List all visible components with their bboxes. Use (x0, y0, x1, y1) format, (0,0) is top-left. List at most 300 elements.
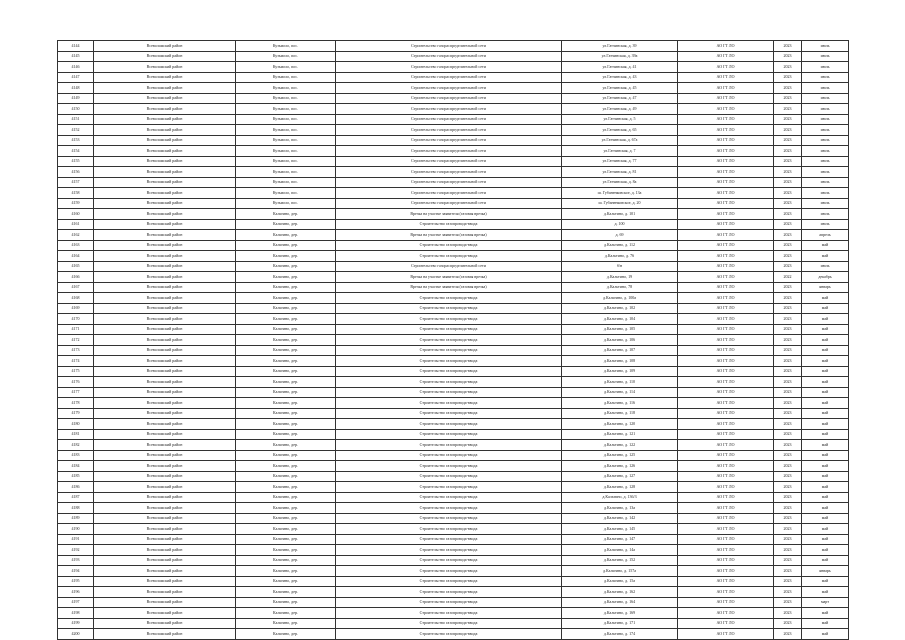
year-cell: 2023 (774, 198, 802, 209)
row-number-cell: 4189 (58, 513, 94, 524)
year-cell: 2023 (774, 629, 802, 640)
work-type-cell: Строительство газораспределительной сети (336, 188, 562, 199)
year-cell: 2023 (774, 282, 802, 293)
year-cell: 2023 (774, 555, 802, 566)
locality-cell: Кальтино, дер. (236, 503, 336, 514)
work-type-cell: Строительство газопровода-ввода (336, 587, 562, 598)
month-cell: июль (802, 135, 849, 146)
year-cell: 2023 (774, 513, 802, 524)
organization-cell: АО ГТ ЛО (678, 188, 774, 199)
locality-cell: Кальтино, дер. (236, 629, 336, 640)
work-type-cell: Строительство газопровода-ввода (336, 555, 562, 566)
district-cell: Всеволожский район (94, 293, 236, 304)
organization-cell: АО ГТ ЛО (678, 429, 774, 440)
year-cell: 2023 (774, 566, 802, 577)
address-cell: д.Кальтино, д. 174 (562, 629, 678, 640)
table-row (58, 618, 849, 629)
district-cell: Всеволожский район (94, 314, 236, 325)
month-cell: май (802, 293, 849, 304)
gas-works-table (57, 40, 849, 640)
year-cell: 2023 (774, 335, 802, 346)
table-row (58, 83, 849, 94)
locality-cell: Кузьмоло, пос. (236, 146, 336, 157)
locality-cell: Кальтино, дер. (236, 282, 336, 293)
month-cell: июль (802, 156, 849, 167)
work-type-cell: Строительство газопровода-ввода (336, 566, 562, 577)
month-cell: май (802, 408, 849, 419)
table-row (58, 177, 849, 188)
locality-cell: Кальтино, дер. (236, 398, 336, 409)
table-row (58, 482, 849, 493)
address-cell: ул.Гатчинская, д. 77 (562, 156, 678, 167)
work-type-cell: Строительство газораспределительной сети (336, 104, 562, 115)
locality-cell: Кальтино, дер. (236, 356, 336, 367)
month-cell: июль (802, 167, 849, 178)
table-row (58, 629, 849, 640)
organization-cell: АО ГТ ЛО (678, 293, 774, 304)
organization-cell: АО ГТ ЛО (678, 251, 774, 262)
row-number-cell: 4166 (58, 272, 94, 283)
address-cell: ул.Гатчинская, д. 49 (562, 104, 678, 115)
year-cell: 2023 (774, 62, 802, 73)
district-cell: Всеволожский район (94, 230, 236, 241)
row-number-cell: 4159 (58, 198, 94, 209)
work-type-cell: Строительство газопровода-ввода (336, 576, 562, 587)
table-row (58, 461, 849, 472)
year-cell: 2023 (774, 503, 802, 514)
address-cell: д. 69 (562, 230, 678, 241)
year-cell: 2023 (774, 492, 802, 503)
locality-cell: Кузьмоло, пос. (236, 62, 336, 73)
locality-cell: Кальтино, дер. (236, 387, 336, 398)
district-cell: Всеволожский район (94, 51, 236, 62)
district-cell: Всеволожский район (94, 219, 236, 230)
address-cell: д.Кальтино, д. 171 (562, 618, 678, 629)
table-row (58, 587, 849, 598)
work-type-cell: Строительство газораспределительной сети (336, 93, 562, 104)
organization-cell: АО ГТ ЛО (678, 555, 774, 566)
district-cell: Всеволожский район (94, 72, 236, 83)
table-row (58, 545, 849, 556)
row-number-cell: 4146 (58, 62, 94, 73)
month-cell: май (802, 482, 849, 493)
locality-cell: Кальтино, дер. (236, 293, 336, 304)
district-cell: Всеволожский район (94, 335, 236, 346)
district-cell: Всеволожский район (94, 272, 236, 283)
organization-cell: АО ГТ ЛО (678, 83, 774, 94)
organization-cell: АО ГТ ЛО (678, 503, 774, 514)
table-body (58, 41, 849, 640)
work-type-cell: Строительство газораспределительной сети (336, 41, 562, 52)
table-row (58, 314, 849, 325)
year-cell: 2023 (774, 576, 802, 587)
work-type-cell: Строительство газораспределительной сети (336, 156, 562, 167)
row-number-cell: 4157 (58, 177, 94, 188)
address-cell: д.Кальтино, д. 121 (562, 429, 678, 440)
table-row (58, 125, 849, 136)
row-number-cell: 4167 (58, 282, 94, 293)
organization-cell: АО ГТ ЛО (678, 156, 774, 167)
district-cell: Всеволожский район (94, 41, 236, 52)
address-cell: д.Кальтино, д. 110 (562, 377, 678, 388)
month-cell: май (802, 450, 849, 461)
organization-cell: АО ГТ ЛО (678, 104, 774, 115)
locality-cell: Кальтино, дер. (236, 219, 336, 230)
month-cell: май (802, 629, 849, 640)
year-cell: 2023 (774, 587, 802, 598)
month-cell: май (802, 251, 849, 262)
district-cell: Всеволожский район (94, 156, 236, 167)
address-cell: д.Кальтино, д. 15а (562, 576, 678, 587)
work-type-cell: Строительство газопровода-ввода (336, 513, 562, 524)
year-cell: 2023 (774, 188, 802, 199)
month-cell: май (802, 303, 849, 314)
work-type-cell: Строительство газопровода-ввода (336, 608, 562, 619)
organization-cell: АО ГТ ЛО (678, 177, 774, 188)
organization-cell: АО ГТ ЛО (678, 146, 774, 157)
address-cell: д.Кальтино, д. 104 (562, 314, 678, 325)
row-number-cell: 4198 (58, 608, 94, 619)
month-cell: июль (802, 41, 849, 52)
work-type-cell: Строительство газопровода-ввода (336, 240, 562, 251)
table-row (58, 492, 849, 503)
row-number-cell: 4168 (58, 293, 94, 304)
row-number-cell: 4164 (58, 251, 94, 262)
locality-cell: Кальтино, дер. (236, 440, 336, 451)
month-cell: июль (802, 261, 849, 272)
row-number-cell: 4145 (58, 51, 94, 62)
locality-cell: Кальтино, дер. (236, 482, 336, 493)
year-cell: 2023 (774, 429, 802, 440)
address-cell: д.Кальтино, д. 76 (562, 251, 678, 262)
year-cell: 2023 (774, 41, 802, 52)
work-type-cell: Строительство газораспределительной сети (336, 177, 562, 188)
work-type-cell: Строительство газопровода-ввода (336, 471, 562, 482)
row-number-cell: 4165 (58, 261, 94, 272)
organization-cell: АО ГТ ЛО (678, 93, 774, 104)
organization-cell: АО ГТ ЛО (678, 324, 774, 335)
row-number-cell: 4152 (58, 125, 94, 136)
organization-cell: АО ГТ ЛО (678, 566, 774, 577)
year-cell: 2023 (774, 219, 802, 230)
month-cell: май (802, 576, 849, 587)
month-cell: июль (802, 51, 849, 62)
year-cell: 2023 (774, 104, 802, 115)
table-row (58, 188, 849, 199)
row-number-cell: 4182 (58, 440, 94, 451)
address-cell: д.Кальтино, д. 106 (562, 335, 678, 346)
organization-cell: АО ГТ ЛО (678, 240, 774, 251)
table-row (58, 219, 849, 230)
table-row (58, 114, 849, 125)
year-cell: 2023 (774, 167, 802, 178)
year-cell: 2023 (774, 324, 802, 335)
organization-cell: АО ГТ ЛО (678, 618, 774, 629)
address-cell: д.Кальтино, д. 157а (562, 566, 678, 577)
address-cell: д.Кальтино, д. 127 (562, 471, 678, 482)
organization-cell: АО ГТ ЛО (678, 450, 774, 461)
work-type-cell: Строительство газопровода-ввода (336, 314, 562, 325)
table-row (58, 261, 849, 272)
district-cell: Всеволожский район (94, 188, 236, 199)
year-cell: 2023 (774, 534, 802, 545)
work-type-cell: Строительство газораспределительной сети (336, 125, 562, 136)
address-cell: д.Кальтино, д. 125 (562, 450, 678, 461)
row-number-cell: 4188 (58, 503, 94, 514)
row-number-cell: 4184 (58, 461, 94, 472)
row-number-cell: 4194 (58, 566, 94, 577)
locality-cell: Кальтино, дер. (236, 618, 336, 629)
organization-cell: АО ГТ ЛО (678, 272, 774, 283)
district-cell: Всеволожский район (94, 282, 236, 293)
row-number-cell: 4177 (58, 387, 94, 398)
address-cell: д.Кальтино, д. 122 (562, 440, 678, 451)
table-row (58, 398, 849, 409)
table-row (58, 240, 849, 251)
district-cell: Всеволожский район (94, 377, 236, 388)
organization-cell: АО ГТ ЛО (678, 345, 774, 356)
organization-cell: АО ГТ ЛО (678, 482, 774, 493)
locality-cell: Кузьмоло, пос. (236, 41, 336, 52)
work-type-cell: Строительство газопровода-ввода (336, 419, 562, 430)
year-cell: 2023 (774, 251, 802, 262)
month-cell: декабрь (802, 272, 849, 283)
address-cell: д.Кальтино, д. 126 (562, 461, 678, 472)
table-row (58, 251, 849, 262)
locality-cell: Кузьмоло, пос. (236, 93, 336, 104)
address-cell: д.Кальтино, д. 136/3 (562, 492, 678, 503)
district-cell: Всеволожский район (94, 209, 236, 220)
organization-cell: АО ГТ ЛО (678, 314, 774, 325)
table-row (58, 303, 849, 314)
table-row (58, 198, 849, 209)
organization-cell: АО ГТ ЛО (678, 419, 774, 430)
year-cell: 2023 (774, 545, 802, 556)
organization-cell: АО ГТ ЛО (678, 125, 774, 136)
month-cell: июль (802, 104, 849, 115)
locality-cell: Кальтино, дер. (236, 461, 336, 472)
district-cell: Всеволожский район (94, 576, 236, 587)
table-row (58, 93, 849, 104)
locality-cell: Кузьмоло, пос. (236, 51, 336, 62)
district-cell: Всеволожский район (94, 513, 236, 524)
work-type-cell: Строительство газопровода-ввода (336, 324, 562, 335)
locality-cell: Кальтино, дер. (236, 324, 336, 335)
locality-cell: Кузьмоло, пос. (236, 72, 336, 83)
year-cell: 2023 (774, 398, 802, 409)
row-number-cell: 4175 (58, 366, 94, 377)
month-cell: июль (802, 125, 849, 136)
row-number-cell: 4162 (58, 230, 94, 241)
district-cell: Всеволожский район (94, 555, 236, 566)
locality-cell: Кузьмоло, пос. (236, 135, 336, 146)
address-cell: д.Кальтино, д. 13а (562, 503, 678, 514)
year-cell: 2023 (774, 146, 802, 157)
table-row (58, 566, 849, 577)
organization-cell: АО ГТ ЛО (678, 51, 774, 62)
year-cell: 2023 (774, 356, 802, 367)
row-number-cell: 4187 (58, 492, 94, 503)
organization-cell: АО ГТ ЛО (678, 524, 774, 535)
organization-cell: АО ГТ ЛО (678, 167, 774, 178)
work-type-cell: Строительство газопровода-ввода (336, 335, 562, 346)
table-row (58, 503, 849, 514)
month-cell: июль (802, 83, 849, 94)
year-cell: 2023 (774, 177, 802, 188)
work-type-cell: Строительство газопровода-ввода (336, 492, 562, 503)
address-cell: ул.Гатчинская, д. 41 (562, 62, 678, 73)
district-cell: Всеволожский район (94, 503, 236, 514)
address-cell: ул.Гатчинская, д. 43 (562, 72, 678, 83)
year-cell: 2023 (774, 314, 802, 325)
year-cell: 2023 (774, 440, 802, 451)
district-cell: Всеволожский район (94, 566, 236, 577)
table-row (58, 272, 849, 283)
work-type-cell: Строительство газопровода-ввода (336, 482, 562, 493)
row-number-cell: 4176 (58, 377, 94, 388)
address-cell: д.Кальтино, д. 14а (562, 545, 678, 556)
year-cell: 2023 (774, 461, 802, 472)
row-number-cell: 4193 (58, 555, 94, 566)
table-row (58, 366, 849, 377)
month-cell: март (802, 597, 849, 608)
district-cell: Всеволожский район (94, 198, 236, 209)
address-cell: ул.Гатчинская, д. 39а (562, 51, 678, 62)
district-cell: Всеволожский район (94, 587, 236, 598)
year-cell: 2023 (774, 303, 802, 314)
row-number-cell: 4179 (58, 408, 94, 419)
address-cell: д.Кальтино, д. 118 (562, 408, 678, 419)
locality-cell: Кальтино, дер. (236, 272, 336, 283)
year-cell: 2023 (774, 618, 802, 629)
month-cell: апрель (802, 230, 849, 241)
year-cell: 2023 (774, 209, 802, 220)
row-number-cell: 4161 (58, 219, 94, 230)
row-number-cell: 4183 (58, 450, 94, 461)
row-number-cell: 4170 (58, 314, 94, 325)
district-cell: Всеволожский район (94, 324, 236, 335)
locality-cell: Кузьмоло, пос. (236, 188, 336, 199)
locality-cell: Кальтино, дер. (236, 492, 336, 503)
address-cell: ул.Гатчинская, д. 47 (562, 93, 678, 104)
locality-cell: Кальтино, дер. (236, 209, 336, 220)
row-number-cell: 4173 (58, 345, 94, 356)
row-number-cell: 4196 (58, 587, 94, 598)
row-number-cell: 4151 (58, 114, 94, 125)
month-cell: июль (802, 177, 849, 188)
address-cell: д.Кальтино, д. 112 (562, 240, 678, 251)
month-cell: май (802, 545, 849, 556)
locality-cell: Кальтино, дер. (236, 345, 336, 356)
organization-cell: АО ГТ ЛО (678, 135, 774, 146)
locality-cell: Кальтино, дер. (236, 419, 336, 430)
row-number-cell: 4158 (58, 188, 94, 199)
table-row (58, 377, 849, 388)
month-cell: июль (802, 198, 849, 209)
year-cell: 2023 (774, 51, 802, 62)
row-number-cell: 4192 (58, 545, 94, 556)
work-type-cell: Строительство газопровода-ввода (336, 408, 562, 419)
locality-cell: Кальтино, дер. (236, 576, 336, 587)
month-cell: май (802, 492, 849, 503)
address-cell: ул.Гатчинская, д. 8а (562, 177, 678, 188)
work-type-cell: Строительство газораспределительной сети (336, 62, 562, 73)
work-type-cell: Строительство газораспределительной сети (336, 167, 562, 178)
month-cell: май (802, 618, 849, 629)
address-cell: д.Кальтино, д. 114 (562, 387, 678, 398)
locality-cell: Кальтино, дер. (236, 230, 336, 241)
organization-cell: АО ГТ ЛО (678, 461, 774, 472)
table-row (58, 555, 849, 566)
table-row (58, 230, 849, 241)
row-number-cell: 4169 (58, 303, 94, 314)
month-cell: май (802, 534, 849, 545)
year-cell: 2023 (774, 387, 802, 398)
organization-cell: АО ГТ ЛО (678, 219, 774, 230)
locality-cell: Кузьмоло, пос. (236, 156, 336, 167)
organization-cell: АО ГТ ЛО (678, 335, 774, 346)
month-cell: январь (802, 282, 849, 293)
address-cell: д.Кальтино, д. 147 (562, 534, 678, 545)
district-cell: Всеволожский район (94, 618, 236, 629)
district-cell: Всеволожский район (94, 104, 236, 115)
organization-cell: АО ГТ ЛО (678, 41, 774, 52)
district-cell: Всеволожский район (94, 398, 236, 409)
month-cell: июль (802, 209, 849, 220)
work-type-cell: Врезка на участке заявителя (газовая врезка) (336, 272, 562, 283)
month-cell: июль (802, 72, 849, 83)
work-type-cell: Врезка на участке заявителя (газовая врезка) (336, 282, 562, 293)
locality-cell: Кальтино, дер. (236, 429, 336, 440)
year-cell: 2023 (774, 419, 802, 430)
organization-cell: АО ГТ ЛО (678, 72, 774, 83)
district-cell: Всеволожский район (94, 597, 236, 608)
month-cell: май (802, 419, 849, 430)
address-cell: д.Кальтино, д. 145 (562, 524, 678, 535)
row-number-cell: 4147 (58, 72, 94, 83)
table-row (58, 51, 849, 62)
locality-cell: Кальтино, дер. (236, 450, 336, 461)
table-row (58, 282, 849, 293)
year-cell: 2023 (774, 230, 802, 241)
locality-cell: Кальтино, дер. (236, 555, 336, 566)
work-type-cell: Строительство газопровода-ввода (336, 219, 562, 230)
work-type-cell: Строительство газопровода-ввода (336, 429, 562, 440)
district-cell: Всеволожский район (94, 62, 236, 73)
address-cell: ш. Губаненковское, д. 20 (562, 198, 678, 209)
table-row (58, 135, 849, 146)
year-cell: 2023 (774, 345, 802, 356)
row-number-cell: 4163 (58, 240, 94, 251)
month-cell: июль (802, 146, 849, 157)
organization-cell: АО ГТ ЛО (678, 230, 774, 241)
locality-cell: Кальтино, дер. (236, 377, 336, 388)
row-number-cell: 4191 (58, 534, 94, 545)
district-cell: Всеволожский район (94, 450, 236, 461)
row-number-cell: 4150 (58, 104, 94, 115)
locality-cell: Кальтино, дер. (236, 597, 336, 608)
organization-cell: АО ГТ ЛО (678, 282, 774, 293)
work-type-cell: Строительство газопровода-ввода (336, 545, 562, 556)
district-cell: Всеволожский район (94, 93, 236, 104)
district-cell: Всеволожский район (94, 492, 236, 503)
organization-cell: АО ГТ ЛО (678, 356, 774, 367)
work-type-cell: Строительство газораспределительной сети (336, 146, 562, 157)
work-type-cell: Строительство газораспределительной сети (336, 198, 562, 209)
month-cell: май (802, 324, 849, 335)
organization-cell: АО ГТ ЛО (678, 471, 774, 482)
row-number-cell: 4144 (58, 41, 94, 52)
